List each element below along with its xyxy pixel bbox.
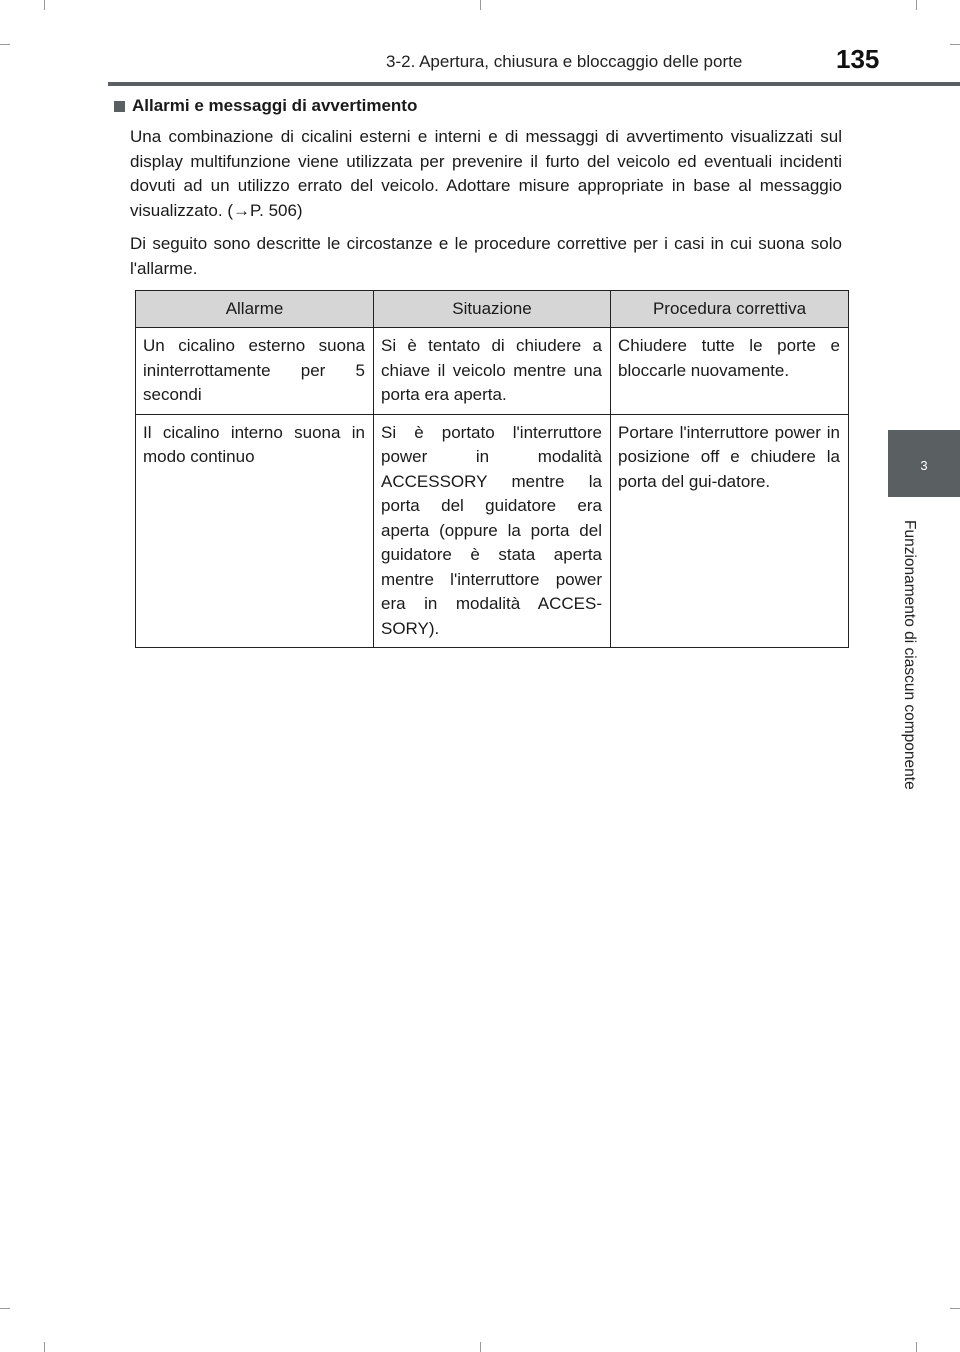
crop-mark [0,1308,10,1309]
crop-mark [916,0,917,10]
table-header-row [136,291,849,328]
crop-mark [0,44,10,45]
table-row [136,414,849,648]
situation-cell: Si è tentato di chiudere a chiave il veicolo mentre una porta era aperta. [374,328,611,415]
chapter-tab [888,430,960,497]
alarm-cell: Un cicalino esterno suona ininterrottamente per 5 secondi [136,328,374,415]
column-header-situation: Situazione [374,291,611,328]
crop-mark [44,1342,45,1352]
crop-mark [480,0,481,10]
header-divider [108,82,960,86]
crop-mark [950,44,960,45]
square-bullet-icon [114,101,125,112]
section-heading [112,96,842,116]
section-heading-text: Allarmi e messaggi di avvertimento [132,96,418,115]
alarm-cell: Il cicalino interno suona in modo continuo [136,414,374,648]
column-header-alarm: Allarme [136,291,374,328]
crop-mark [916,1342,917,1352]
header-section-title: 3-2. Apertura, chiusura e bloccaggio delle porte [386,52,743,71]
intro-paragraph: Una combinazione di cicalini esterni e interni e di messaggi di avvertimento visualizzati sul display multifunzione viene utilizzata per prevenire il furto del veicolo ed eventuali incidenti dovuti ad un utilizzo errato del veicolo. Adottare misure appropriate in base al messaggio visualizzato. (→P. 506) [130,127,842,220]
column-header-procedure: Procedura correttiva [611,291,849,328]
situation-cell: Si è portato l'interruttore power in modalità ACCESSORY mentre la porta del guidatore era aperta (oppure la porta del guidatore è stata aperta mentre l'interruttore power era in modalità ACCES-SORY). [374,414,611,648]
procedure-cell: Chiudere tutte le porte e bloccarle nuovamente. [611,328,849,415]
table-row [136,328,849,415]
page-number: 135 [836,44,880,74]
description-paragraph: Di seguito sono descritte le circostanze e le procedure correttive per i casi in cui suona solo l'allarme. [130,234,842,278]
crop-mark [44,0,45,10]
procedure-cell: Portare l'interruttore power in posizione off e chiudere la porta del gui-datore. [611,414,849,648]
alarm-table [135,290,849,648]
crop-mark [480,1342,481,1352]
main-content [112,96,842,290]
chapter-title: Funzionamento di ciascun componente [901,520,918,790]
crop-mark [950,1308,960,1309]
chapter-number: 3 [920,458,928,473]
